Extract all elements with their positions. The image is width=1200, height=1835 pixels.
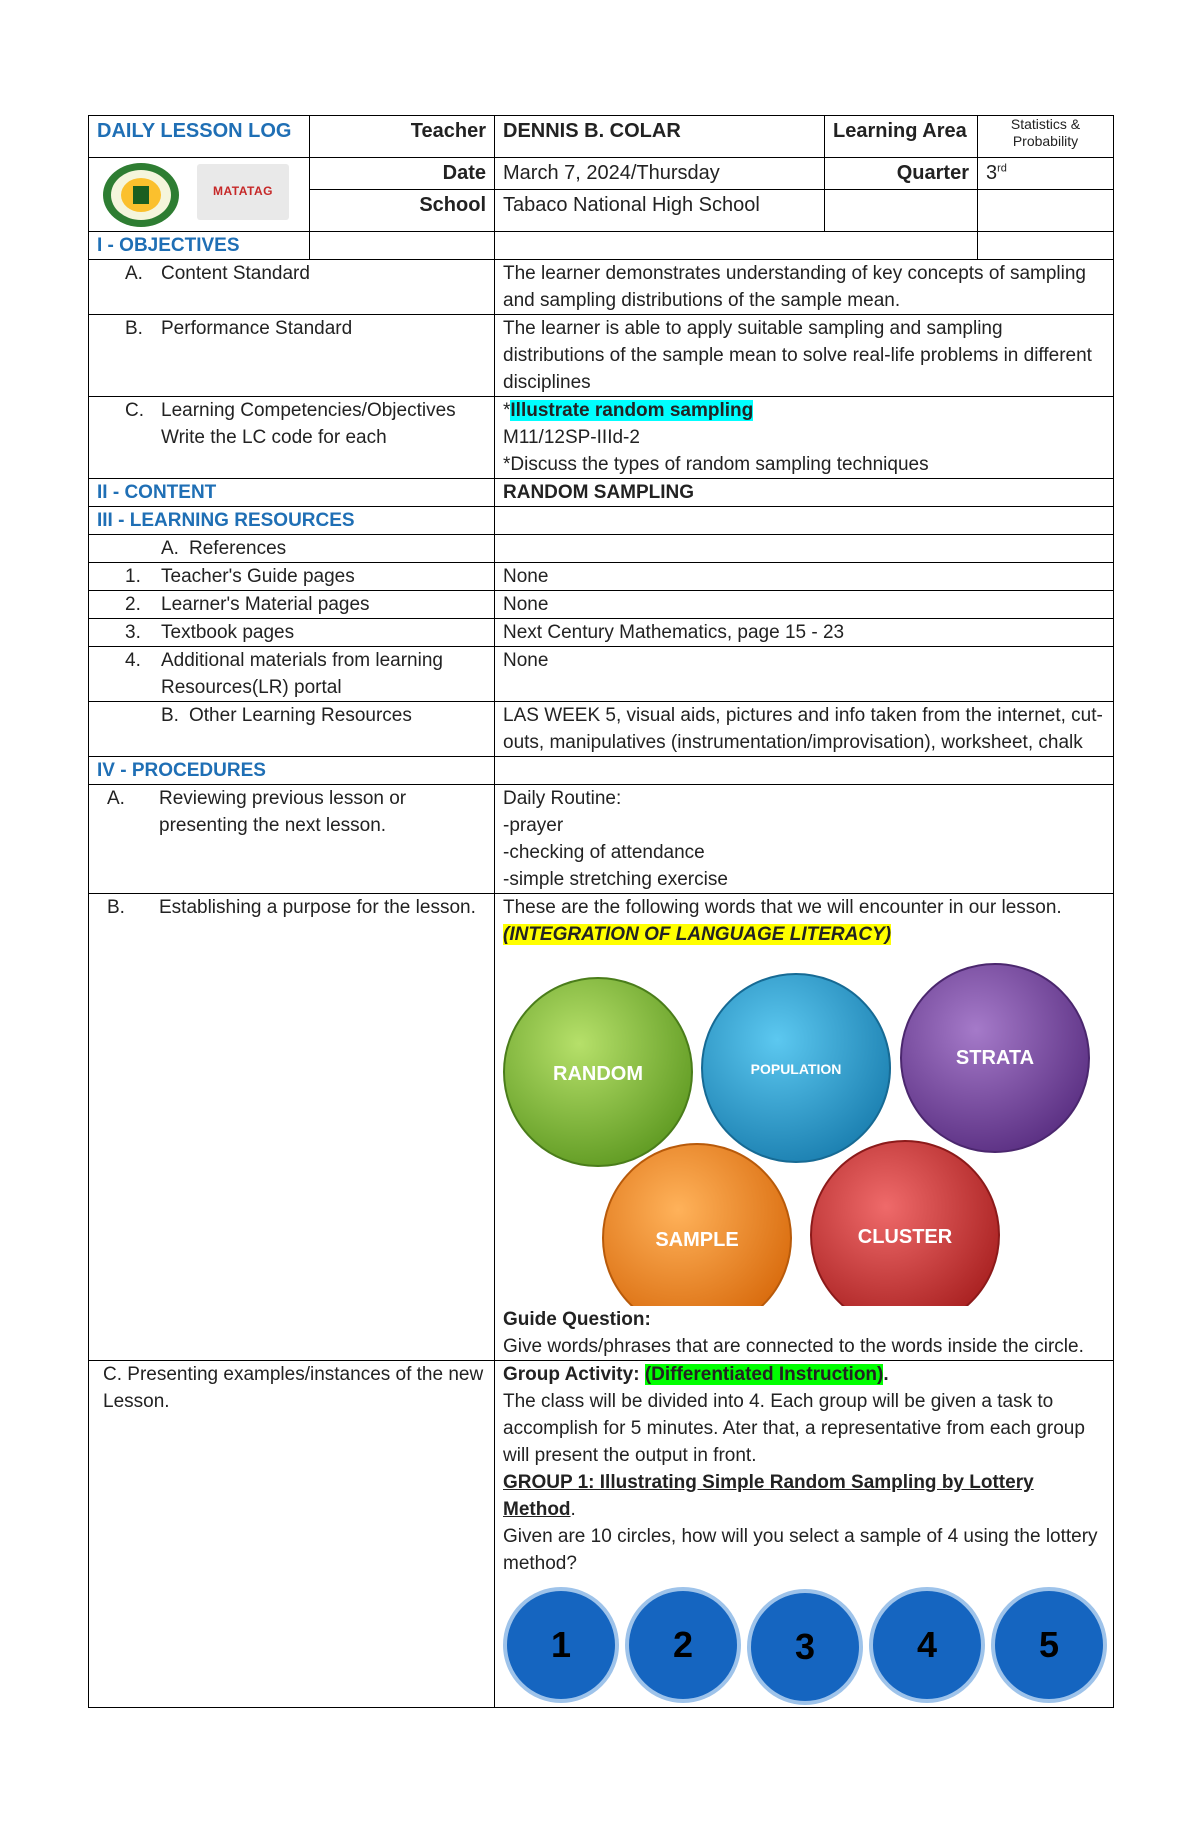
number-circle-4 — [871, 1589, 983, 1701]
content-standard-label: A. Content Standard — [89, 260, 495, 315]
vocabulary-circles — [503, 948, 1105, 1306]
content-standard-value: The learner demonstrates understanding of key concepts of sampling and sampling distributions of the sample mean. — [495, 260, 1114, 315]
daily-routine: Daily Routine: -prayer -checking of attendance -simple stretching exercise — [495, 785, 1114, 894]
cluster-circle — [811, 1141, 999, 1306]
logo-cell — [89, 158, 310, 232]
svg-text:POPULATION: POPULATION — [750, 1061, 842, 1077]
additional-materials-label: 4. Additional materials from learning Resources(LR) portal — [89, 647, 495, 702]
matatag-logo: MATATAG — [197, 164, 289, 220]
school-seal-icon — [101, 160, 187, 230]
sample-circle — [603, 1144, 791, 1306]
number-circle-3 — [749, 1591, 861, 1703]
references-label: A. References — [89, 535, 495, 563]
learning-area-label: Learning Area — [825, 116, 978, 158]
other-resources-value: LAS WEEK 5, visual aids, pictures and info taken from the internet, cut-outs, manipulatives (instrumentation/improvisation), worksheet, chalk — [495, 702, 1114, 757]
learners-material-value: None — [495, 591, 1114, 619]
teacher-value: DENNIS B. COLAR — [495, 116, 825, 158]
svg-text:3: 3 — [794, 1626, 816, 1667]
date-value: March 7, 2024/Thursday — [495, 158, 825, 190]
presenting-examples-content: Group Activity: (Differentiated Instruction). The class will be divided into 4. Each group will be given a task to accomplish for 5 minutes. Ater that, a representative from each group will present the output in front. GROUP 1: Illustrating Simple Random Sampling by Lottery Method. Given are 10 circles, how will you select a sample of 4 using the lottery method? 1 2 3 4 5 — [495, 1361, 1114, 1708]
lesson-log-table — [88, 115, 1114, 1708]
reviewing-lesson-label: A. Reviewing previous lesson or presenting the next lesson. — [89, 785, 495, 894]
guide-question-text: Give words/phrases that are connected to the words inside the circle. — [503, 1336, 1084, 1357]
svg-text:SAMPLE: SAMPLE — [655, 1229, 739, 1251]
svg-text:RANDOM: RANDOM — [553, 1063, 643, 1085]
content-value: RANDOM SAMPLING — [495, 479, 1114, 507]
performance-standard-label: B. Performance Standard — [89, 315, 495, 397]
svg-text:2: 2 — [672, 1624, 694, 1665]
learning-competencies-value: *Illustrate random sampling M11/12SP-IIId-2 *Discuss the types of random sampling techniques — [495, 397, 1114, 479]
random-circle — [504, 978, 692, 1166]
svg-text:1: 1 — [550, 1624, 572, 1665]
strata-circle — [901, 964, 1089, 1152]
establishing-purpose-content: These are the following words that we will encounter in our lesson. (INTEGRATION OF LANGUAGE LITERACY) RANDOM POPULATION STRATA SAMPLE CLUSTER Guide Question: Give words/phrases that are connected to the words inside the circle. — [495, 894, 1114, 1361]
teacher-label: Teacher — [310, 116, 495, 158]
svg-text:4: 4 — [916, 1624, 938, 1665]
guide-question-label: Guide Question: — [503, 1309, 651, 1330]
performance-standard-value: The learner is able to apply suitable sampling and sampling distributions of the sample mean to solve real-life problems in different disciplines — [495, 315, 1114, 397]
school-value: Tabaco National High School — [495, 190, 825, 232]
other-resources-label: B. Other Learning Resources — [89, 702, 495, 757]
school-label: School — [310, 190, 495, 232]
number-circle-2 — [627, 1589, 739, 1701]
learning-competencies-label: C. Learning Competencies/Objectives Write the LC code for each — [89, 397, 495, 479]
svg-text:5: 5 — [1038, 1624, 1060, 1665]
teachers-guide-value: None — [495, 563, 1114, 591]
number-circle-1 — [505, 1589, 617, 1701]
log-title: DAILY LESSON LOG — [89, 116, 310, 158]
establishing-purpose-label: B. Establishing a purpose for the lesson. — [89, 894, 495, 1361]
svg-text:STRATA: STRATA — [955, 1047, 1035, 1069]
presenting-examples-label: C. Presenting examples/instances of the new Lesson. — [89, 1361, 495, 1708]
additional-materials-value: None — [495, 647, 1114, 702]
textbook-label: 3. Textbook pages — [89, 619, 495, 647]
procedures-heading: IV - PROCEDURES — [89, 757, 495, 785]
date-label: Date — [310, 158, 495, 190]
population-circle — [702, 974, 890, 1162]
quarter-label: Quarter — [825, 158, 978, 190]
learning-area-value: Statistics & Probability — [978, 116, 1114, 158]
textbook-value: Next Century Mathematics, page 15 - 23 — [495, 619, 1114, 647]
svg-text:CLUSTER: CLUSTER — [857, 1226, 953, 1248]
learners-material-label: 2. Learner's Material pages — [89, 591, 495, 619]
resources-heading: III - LEARNING RESOURCES — [89, 507, 495, 535]
number-circles — [503, 1577, 1105, 1707]
number-circle-5 — [993, 1589, 1105, 1701]
objectives-heading: I - OBJECTIVES — [89, 232, 310, 260]
quarter-value: 3rd — [978, 158, 1114, 190]
content-heading: II - CONTENT — [89, 479, 495, 507]
teachers-guide-label: 1. Teacher's Guide pages — [89, 563, 495, 591]
